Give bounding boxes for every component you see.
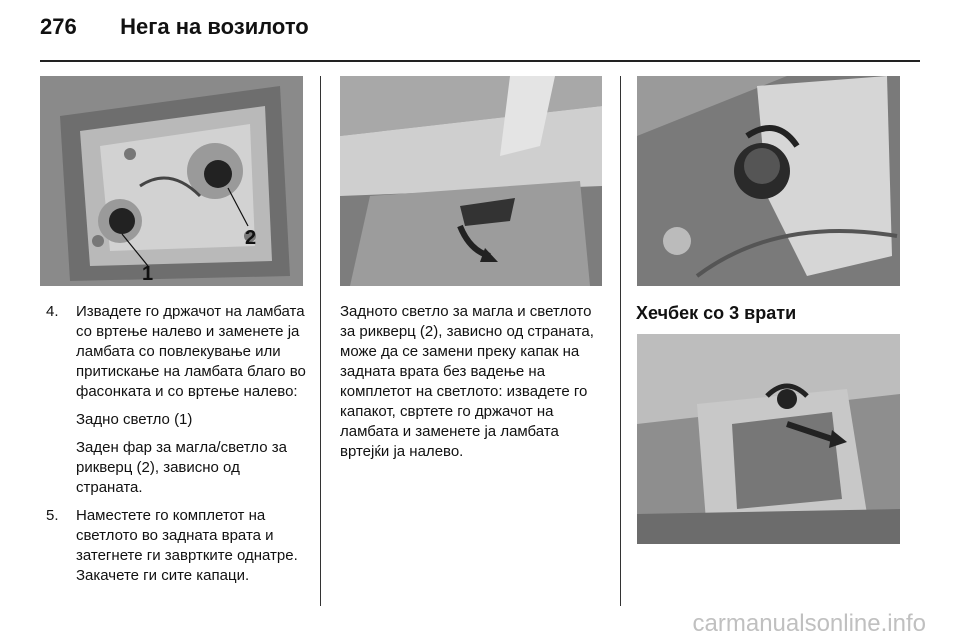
step-list	[46, 302, 308, 586]
header-rule	[40, 60, 920, 62]
page-title: Нега на возилото	[120, 14, 309, 39]
page-number: 276	[40, 14, 77, 39]
step-4-sub-2: Заден фар за магла/светло за рикверц (2), зависно од страната.	[76, 439, 287, 496]
figure-hatchback-cover	[637, 334, 900, 544]
rear-fog-light-paragraph: Задното светло за магла и светлото за рикверц (2), зависно од страната, може да се замени преку капак на задната врата без вадење на комплетот на светлото: извадете го капакот, свртете го држачот на ламбата и заменете ја ламбата вртејќи ја налево.	[340, 303, 594, 460]
step-5	[46, 506, 308, 586]
step-4-number: 4.	[46, 303, 59, 320]
column-divider-2	[620, 76, 621, 606]
page-header	[40, 14, 309, 40]
column-1-text	[46, 302, 308, 594]
figure-lamp-holder	[637, 76, 900, 286]
callout-2: 2	[245, 227, 257, 249]
step-5-text: Наместете го комплетот на светлото во задната врата и затегнете ги завртките однатре. Закачете ги сите капаци.	[76, 507, 298, 584]
step-5-number: 5.	[46, 507, 59, 524]
column-2-text	[340, 302, 605, 468]
figure-tail-light-assembly	[40, 76, 303, 286]
figure-tailgate-cover	[340, 76, 602, 286]
step-4	[46, 302, 308, 498]
step-4-sub-1: Задно светло (1)	[76, 411, 193, 428]
section-heading-hatchback: Хечбек со 3 врати	[636, 303, 797, 323]
watermark: carmanualsonline.info	[692, 610, 926, 637]
step-4-text: Извадете го држачот на ламбата со вртење налево и заменете ја ламбата со повлекување или притискање на ламбата благо во фасонката и со вртење налево:	[76, 303, 306, 400]
callout-1: 1	[142, 263, 154, 285]
column-divider-1	[320, 76, 321, 606]
